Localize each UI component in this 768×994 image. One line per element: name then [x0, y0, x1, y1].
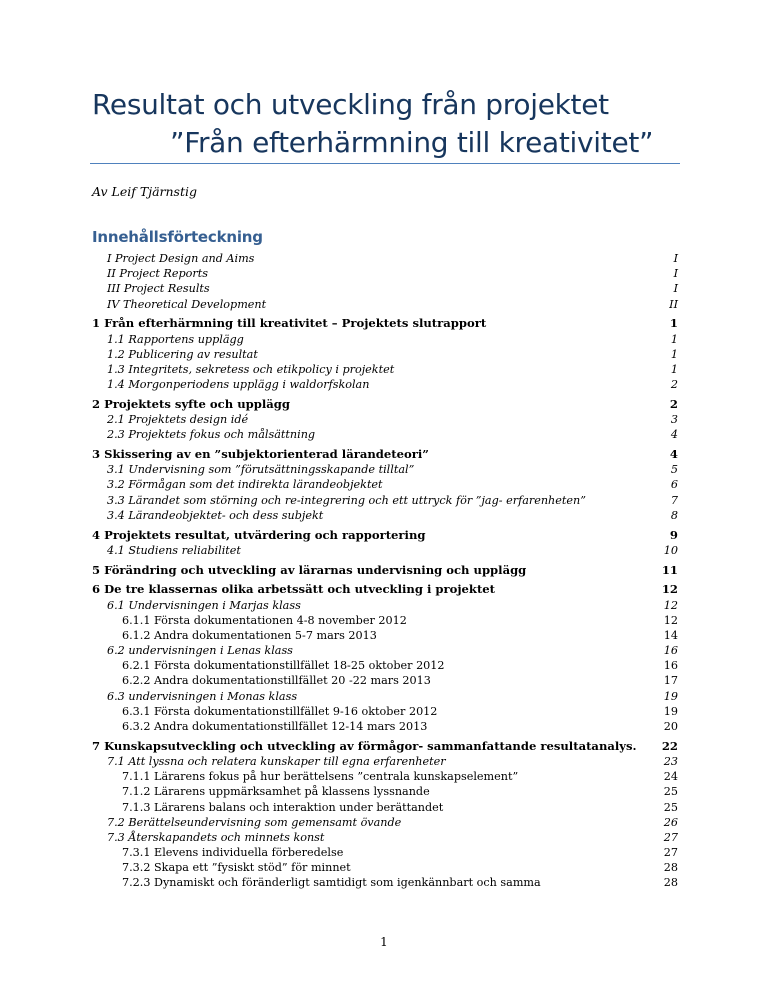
- toc-entry-title: 7.3.1 Elevens individuella förberedelse: [122, 846, 344, 860]
- toc-entry[interactable]: [92, 673, 678, 688]
- toc-entry-title: 1.3 Integritets, sekretess och etikpolicy i projektet: [107, 362, 395, 376]
- toc-entry-page: 28: [663, 876, 678, 890]
- toc-chapter-entry[interactable]: [92, 316, 678, 331]
- toc-entry-page: 27: [663, 830, 678, 844]
- toc-entry-page: 1: [670, 332, 678, 346]
- toc-entry-title: 2 Projektets syfte och upplägg: [92, 396, 290, 411]
- toc-entry[interactable]: [92, 493, 678, 508]
- toc-entry-page: 25: [663, 800, 678, 814]
- toc-entry[interactable]: [92, 266, 678, 281]
- toc-entry-page: 17: [663, 674, 678, 688]
- toc-entry[interactable]: [92, 281, 678, 296]
- toc-entry-page: 16: [663, 644, 678, 658]
- toc-entry-title: 6.1 Undervisningen i Marjas klass: [107, 598, 301, 612]
- toc-entry-page: I: [673, 252, 678, 265]
- toc-entry[interactable]: [92, 830, 678, 845]
- toc-entry-title: 1.1 Rapportens upplägg: [107, 332, 244, 346]
- toc-entry-page: 10: [663, 543, 678, 557]
- title-line-2: ”Från efterhärmning till kreativitet”: [170, 126, 654, 159]
- author-line: Av Leif Tjärnstig: [92, 184, 197, 199]
- toc-entry-page: 12: [663, 613, 678, 627]
- toc-entry-title: 6 De tre klassernas olika arbetssätt och utveckling i projektet: [92, 582, 496, 597]
- toc-entry-title: 1.2 Publicering av resultat: [107, 347, 258, 361]
- toc-entry-title: 7.1.2 Lärarens uppmärksamhet på klassens lyssnande: [122, 785, 430, 799]
- toc-entry-title: I Project Design and Aims: [107, 252, 255, 265]
- toc-entry-title: 7.2 Berättelseundervisning som gemensamt övande: [107, 815, 402, 829]
- toc-entry-page: 26: [663, 815, 678, 829]
- toc-entry[interactable]: [92, 704, 678, 719]
- toc-entry[interactable]: [92, 347, 678, 362]
- toc-entry[interactable]: [92, 508, 678, 523]
- toc-entry-page: 28: [663, 861, 678, 875]
- toc-entry-title: 7.1.1 Lärarens fokus på hur berättelsens ”centrala kunskapselement”: [122, 770, 519, 784]
- toc-entry-page: 4: [669, 447, 678, 462]
- toc-entry[interactable]: [92, 462, 678, 477]
- toc-entry-page: 1: [670, 362, 678, 376]
- toc-entry-page: 19: [663, 689, 678, 703]
- toc-chapter-entry[interactable]: [92, 739, 678, 754]
- toc-entry-page: 25: [663, 785, 678, 799]
- toc-entry-page: 6: [670, 478, 678, 492]
- toc-entry-page: 4: [670, 428, 678, 442]
- toc-entry-page: I: [673, 282, 678, 296]
- toc-entry-title: 1.4 Morgonperiodens upplägg i waldorfskolan: [107, 378, 370, 392]
- toc-entry-title: 6.2.1 Första dokumentationstillfället 18-25 oktober 2012: [122, 659, 445, 673]
- toc-entry-page: 2: [670, 378, 678, 392]
- toc-chapter-entry[interactable]: [92, 397, 678, 412]
- toc-entry[interactable]: [92, 412, 678, 427]
- toc-entry-page: 22: [661, 738, 678, 753]
- toc-entry-title: 4 Projektets resultat, utvärdering och rapportering: [92, 527, 426, 542]
- toc-entry[interactable]: [92, 598, 678, 613]
- toc-entry-page: 27: [663, 846, 678, 860]
- document-title: [92, 86, 682, 162]
- toc-entry-title: 6.3 undervisningen i Monas klass: [107, 689, 298, 703]
- toc-entry[interactable]: [92, 543, 678, 558]
- toc-entry-title: 6.1.2 Andra dokumentationen 5-7 mars 2013: [122, 628, 377, 642]
- toc-entry-title: 6.3.1 Första dokumentationstillfället 9-16 oktober 2012: [122, 704, 438, 718]
- toc-entry-title: IV Theoretical Development: [107, 297, 267, 311]
- toc-entry-title: 7.1.3 Lärarens balans och interaktion under berättandet: [122, 800, 444, 814]
- toc-entry-title: 7 Kunskapsutveckling och utveckling av förmågor- sammanfattande resultatanalys.: [92, 738, 637, 753]
- toc-entry-title: 6.3.2 Andra dokumentationstillfället 12-14 mars 2013: [122, 720, 428, 733]
- toc-entry-page: 3: [670, 413, 678, 427]
- toc-entry-page: I: [673, 267, 678, 281]
- toc-entry-title: 4.1 Studiens reliabilitet: [107, 543, 241, 557]
- toc-entry[interactable]: [92, 643, 678, 658]
- toc-entry-title: 7.3.2 Skapa ett ”fysiskt stöd” för minnet: [122, 861, 351, 875]
- toc-entry-page: 23: [663, 754, 678, 768]
- toc-entry-page: 2: [669, 396, 678, 411]
- toc-entry[interactable]: [92, 689, 678, 704]
- toc-entry[interactable]: [92, 377, 678, 392]
- toc-entry-page: 1: [670, 347, 678, 361]
- toc-entry[interactable]: [92, 427, 678, 442]
- toc-entry[interactable]: [92, 815, 678, 830]
- toc-entry[interactable]: [92, 362, 678, 377]
- toc-entry[interactable]: [92, 875, 678, 890]
- toc-entry[interactable]: [92, 613, 678, 628]
- toc-entry-page: 9: [669, 527, 678, 542]
- toc-entry-title: 3.3 Lärandet som störning och re-integrering och ett uttryck för ”jag- erfarenheten”: [107, 493, 586, 507]
- toc-entry-page: 12: [663, 598, 678, 612]
- toc-entry[interactable]: [92, 860, 678, 875]
- toc-entry-title: 3.1 Undervisning som ”förutsättningsskapande tilltal”: [107, 463, 415, 477]
- toc-chapter-entry[interactable]: [92, 582, 678, 597]
- toc-entry-title: 5 Förändring och utveckling av lärarnas undervisning och upplägg: [92, 562, 527, 577]
- toc-entry[interactable]: [92, 769, 678, 784]
- toc-entry[interactable]: [92, 628, 678, 643]
- page-number: 1: [380, 935, 388, 949]
- toc-entry-page: 7: [670, 493, 678, 507]
- toc-entry[interactable]: [92, 477, 678, 492]
- title-divider: [90, 163, 680, 164]
- toc-entry-title: 7.2.3 Dynamiskt och föränderligt samtidigt som igenkännbart och samma: [122, 876, 541, 890]
- toc-entry-title: 2.1 Projektets design idé: [107, 413, 249, 427]
- toc-chapter-entry[interactable]: [92, 528, 678, 543]
- toc-chapter-entry[interactable]: [92, 447, 678, 462]
- toc-entry-page: 16: [663, 659, 678, 673]
- toc-entry-title: 6.2 undervisningen i Lenas klass: [107, 644, 293, 658]
- toc-entry[interactable]: [92, 845, 678, 860]
- toc-entry[interactable]: [92, 800, 678, 815]
- toc-entry-page: 1: [669, 316, 678, 331]
- toc-entry-page: II: [669, 297, 678, 311]
- toc-entry-page: 5: [670, 463, 678, 477]
- toc-entry[interactable]: [92, 784, 678, 799]
- toc-entry[interactable]: [92, 297, 678, 312]
- toc-entry[interactable]: [92, 719, 678, 734]
- toc-entry-title: 6.2.2 Andra dokumentationstillfället 20 -22 mars 2013: [122, 674, 431, 688]
- toc-entry-title: 3.2 Förmågan som det indirekta lärandeobjektet: [107, 478, 383, 492]
- table-of-contents: [92, 251, 678, 891]
- toc-entry-title: 7.1 Att lyssna och relatera kunskaper till egna erfarenheter: [107, 754, 446, 768]
- toc-entry-title: 7.3 Återskapandets och minnets konst: [107, 830, 325, 844]
- toc-entry-title: III Project Results: [107, 282, 210, 296]
- toc-entry-page: 24: [663, 770, 678, 784]
- toc-entry-page: 20: [663, 720, 678, 733]
- toc-entry-page: 8: [670, 508, 678, 522]
- toc-entry[interactable]: [92, 332, 678, 347]
- toc-entry-title: II Project Reports: [107, 267, 208, 281]
- toc-entry-page: 11: [661, 562, 678, 577]
- toc-entry-title: 3 Skissering av en ”subjektorienterad lärandeteori”: [92, 447, 429, 462]
- toc-entry-title: 6.1.1 Första dokumentationen 4-8 november 2012: [122, 613, 407, 627]
- title-line-1: Resultat och utveckling från projektet: [92, 88, 609, 121]
- toc-entry-page: 14: [663, 628, 678, 642]
- toc-entry-page: 12: [661, 582, 678, 597]
- toc-entry-title: 1 Från efterhärmning till kreativitet – Projektets slutrapport: [92, 316, 487, 331]
- toc-entry-title: 2.3 Projektets fokus och målsättning: [107, 428, 316, 442]
- toc-entry[interactable]: [92, 658, 678, 673]
- toc-entry-title: 3.4 Lärandeobjektet- och dess subjekt: [107, 508, 324, 522]
- toc-entry[interactable]: [92, 754, 678, 769]
- toc-entry-page: 19: [663, 704, 678, 718]
- toc-heading: Innehållsförteckning: [92, 228, 263, 246]
- toc-chapter-entry[interactable]: [92, 563, 678, 578]
- toc-entry[interactable]: [92, 251, 678, 266]
